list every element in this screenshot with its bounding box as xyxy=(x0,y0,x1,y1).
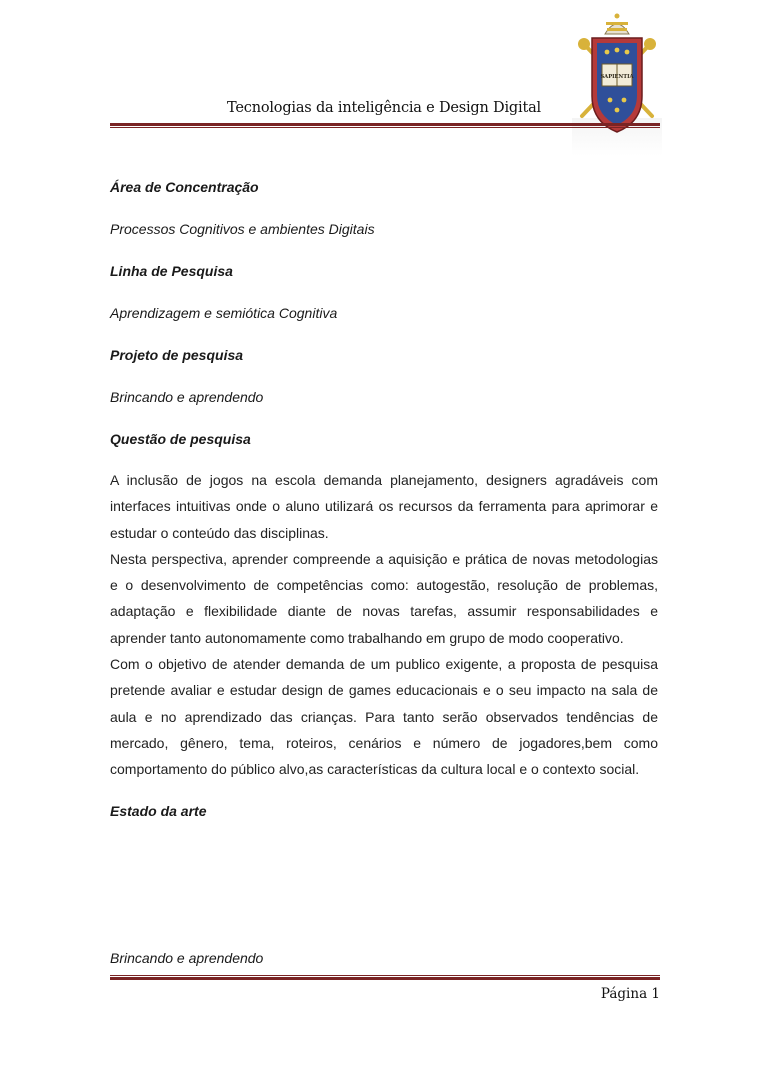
header-title: Tecnologias da inteligência e Design Digital xyxy=(227,100,541,116)
linha-heading: Linha de Pesquisa xyxy=(110,263,233,279)
area-value: Processos Cognitivos e ambientes Digitais xyxy=(110,221,375,237)
questao-paragraph-1: A inclusão de jogos na escola demanda planejamento, designers agradáveis com interfaces intuitivas onde o aluno utilizará os recursos da ferramenta para aprimorar e estudar o conteúdo das disciplinas. xyxy=(110,472,658,541)
estado-heading: Estado da arte xyxy=(110,802,207,819)
questao-heading: Questão de pesquisa xyxy=(110,431,251,447)
area-heading: Área de Concentração xyxy=(110,179,259,195)
questao-paragraph-2: Nesta perspectiva, aprender compreende a aquisição e prática de novas metodologias e o desenvolvimento de competências como: autogestão, resolução de problemas, adaptação e flexibilidade diante de novas tarefas, assumir responsabilidades e aprender tanto autonomamente como trabalhando em grupo de modo cooperativo. xyxy=(110,550,658,646)
linha-value: Aprendizagem e semiótica Cognitiva xyxy=(110,305,338,321)
projeto-heading: Projeto de pesquisa xyxy=(110,347,244,363)
crest-motto: SAPIENTIA xyxy=(600,74,634,80)
document-body xyxy=(110,177,658,821)
footer-rule xyxy=(110,975,660,980)
university-crest-logo xyxy=(572,12,662,150)
footer-label: Brincando e aprendendo xyxy=(110,950,264,966)
page-number: Página 1 xyxy=(600,986,660,1002)
questao-paragraph-3: Com o objetivo de atender demanda de um publico exigente, a proposta de pesquisa pretende avaliar e estudar design de games educacionais e o seu impacto na sala de aula e no aprendizado das crianças. Para tanto serão observados tendências de mercado, gênero, tema, roteiros, cenários e número de jogadores,bem como comportamento do público alvo,as características da cultura local e o contexto social. xyxy=(110,656,658,778)
projeto-value: Brincando e aprendendo xyxy=(110,389,264,405)
header-rule xyxy=(110,123,660,128)
